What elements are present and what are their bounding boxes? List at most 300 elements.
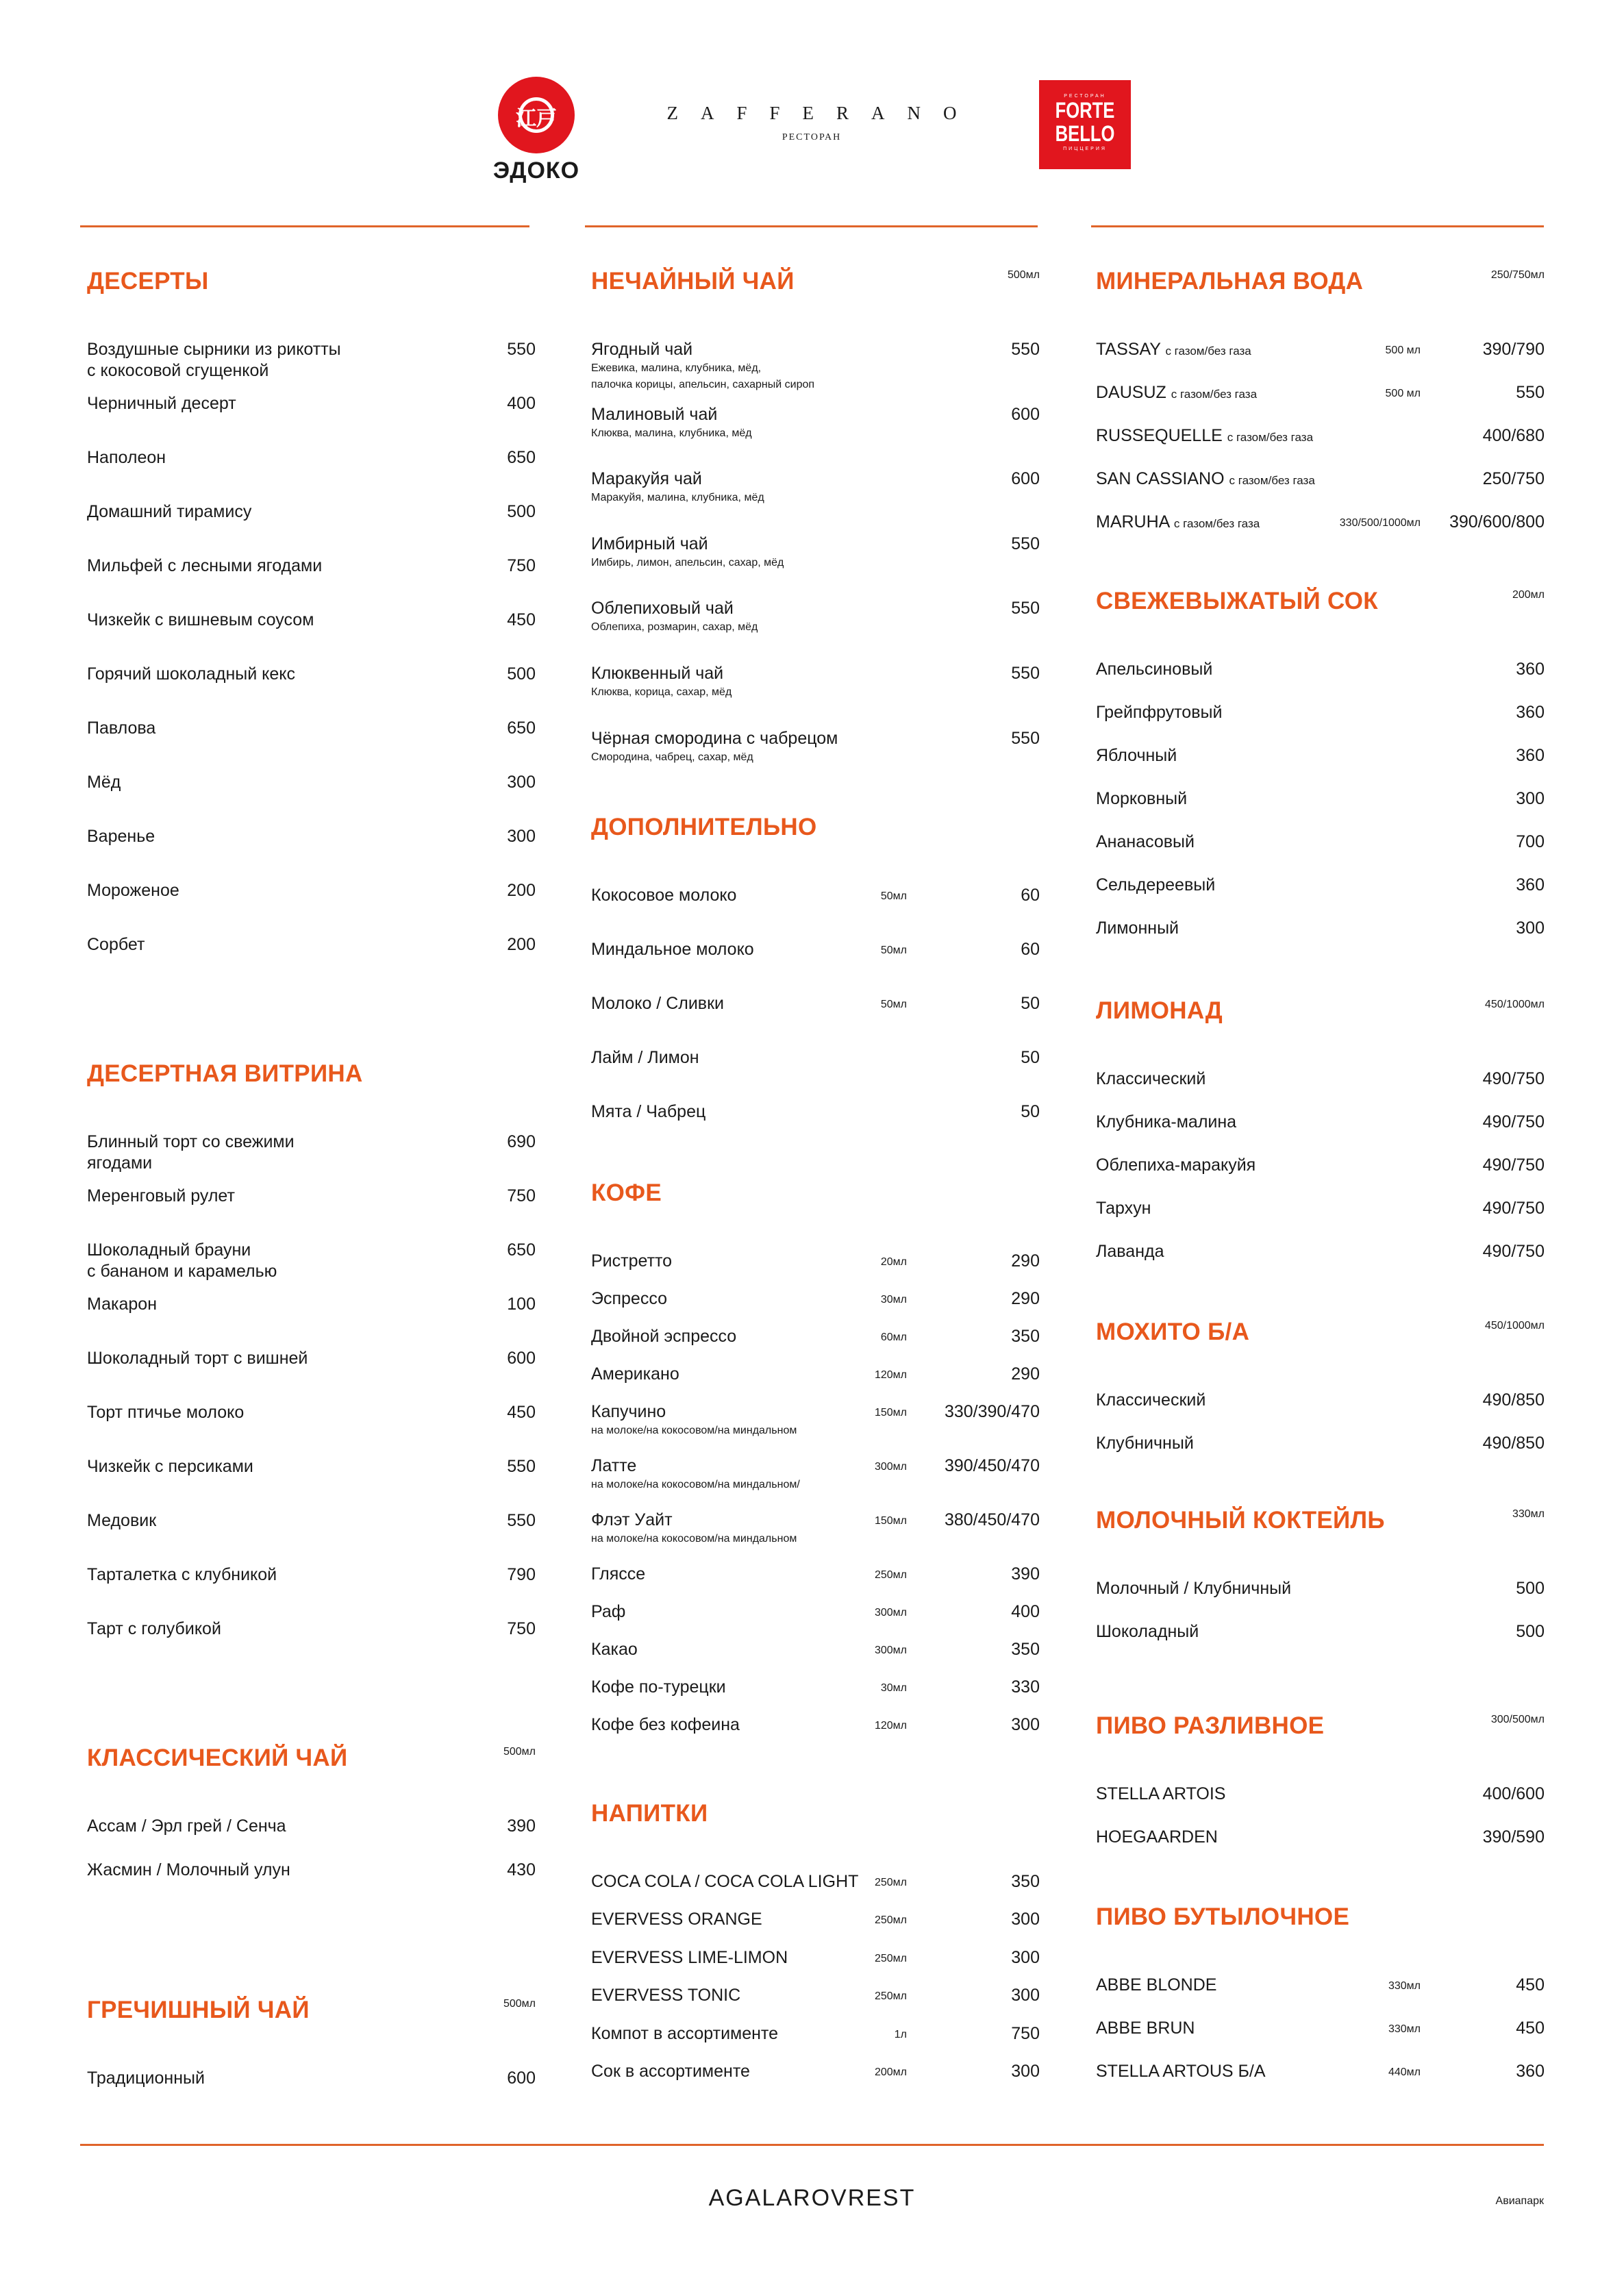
item-name-text: Классический	[1096, 1069, 1206, 1088]
item-price: 750	[507, 1186, 536, 1205]
item-name	[87, 934, 536, 955]
item-name-text: Воздушные сырники из рикотты с кокосовой сгущенкой	[87, 340, 341, 380]
item-name	[591, 534, 1040, 555]
zafferano-logo	[637, 103, 986, 143]
menu-section	[1096, 1711, 1545, 1847]
item-name-text: ABBE BLONDE	[1096, 1975, 1217, 1995]
item-price: 400/600	[1482, 1784, 1545, 1803]
item-price: 600	[507, 2069, 536, 2088]
item-name-text: Меренговый рулет	[87, 1186, 235, 1205]
item-volume: 250мл	[874, 1990, 907, 2003]
item-price: 360	[1516, 660, 1545, 679]
item-name-text: Американо	[591, 1364, 679, 1384]
item-price: 450	[1516, 1975, 1545, 1995]
section-items	[1096, 1390, 1545, 1476]
menu-item	[1096, 875, 1545, 918]
item-price: 350	[1011, 1327, 1040, 1346]
menu-item	[591, 885, 1040, 939]
item-price: 60	[1021, 886, 1040, 905]
item-name	[87, 1510, 536, 1532]
item-name-text: Мята / Чабрец	[591, 1102, 706, 1121]
item-name-text: Домашний тирамису	[87, 502, 252, 521]
item-name-text: Тарталетка с клубникой	[87, 1565, 277, 1584]
item-volume: 50мл	[880, 999, 907, 1010]
item-name-text: Чизкейк с персиками	[87, 1457, 253, 1476]
item-price: 550	[507, 1457, 536, 1476]
menu-item	[1096, 2018, 1545, 2061]
section-items	[87, 1132, 536, 1673]
item-name-text: Традиционный	[87, 2069, 205, 2088]
menu-item	[1096, 1068, 1545, 1112]
item-price: 550	[1011, 728, 1040, 748]
item-description: на молоке/на кокосовом/на миндальном	[591, 1533, 797, 1545]
item-price: 490/750	[1482, 1199, 1545, 1218]
section-title: МОЛОЧНЫЙ КОКТЕЙЛЬ	[1096, 1507, 1385, 1534]
item-price: 300	[1011, 1947, 1040, 1967]
menu-section	[591, 1799, 1040, 2081]
item-name-text: Кофе без кофеина	[591, 1715, 740, 1734]
item-price: 490/750	[1482, 1069, 1545, 1088]
item-volume: 50мл	[880, 890, 907, 902]
item-price: 750	[507, 1619, 536, 1638]
menu-item	[87, 1510, 536, 1564]
item-price: 450	[507, 1403, 536, 1422]
menu-item	[591, 598, 1040, 663]
section-title: ДЕСЕРТНАЯ ВИТРИНА	[87, 1060, 363, 1087]
item-price: 300	[1516, 789, 1545, 808]
menu-item	[1096, 745, 1545, 788]
menu-item	[87, 393, 536, 447]
item-name	[87, 1240, 536, 1282]
item-name-text: Облепиховый чай	[591, 599, 734, 618]
menu-item	[591, 1639, 1040, 1677]
section-items	[1096, 1975, 1545, 2104]
item-name-text: Клубника-малина	[1096, 1112, 1237, 1132]
item-name-text: Тарт с голубикой	[87, 1619, 221, 1638]
item-price: 390/590	[1482, 1827, 1545, 1847]
item-name-text: SAN CASSIANO	[1096, 469, 1225, 488]
item-volume: 120мл	[874, 1369, 907, 1381]
item-price: 650	[507, 718, 536, 738]
menu-item	[1096, 788, 1545, 832]
menu-item	[591, 939, 1040, 993]
menu-item	[87, 555, 536, 610]
item-volume: 120мл	[874, 1720, 907, 1732]
item-name	[591, 468, 1040, 490]
menu-section	[1096, 266, 1545, 532]
menu-item	[87, 1132, 536, 1186]
item-name-suffix: с газом/без газа	[1173, 517, 1260, 530]
item-name-text: Раф	[591, 1602, 626, 1621]
item-name-text: TASSAY	[1096, 340, 1161, 359]
item-name-text: Гляссе	[591, 1564, 646, 1584]
item-name	[1096, 468, 1545, 491]
item-price: 690	[507, 1132, 536, 1151]
item-name	[1096, 1621, 1545, 1642]
item-name-text: Тархун	[1096, 1199, 1151, 1218]
item-name	[87, 1456, 536, 1477]
item-name	[87, 826, 536, 847]
section-title: ПИВО БУТЫЛОЧНОЕ	[1096, 1903, 1350, 1930]
item-price: 700	[1516, 832, 1545, 851]
column-3-top-divider	[1091, 225, 1544, 227]
item-name-text: Маракуйя чай	[591, 469, 702, 489]
footer-location: Авиапарк	[1495, 2195, 1544, 2207]
item-price: 400	[1011, 1602, 1040, 1621]
item-name	[1096, 1068, 1545, 1090]
item-price: 500	[1516, 1622, 1545, 1641]
item-name-text: Медовик	[87, 1511, 157, 1530]
menu-item	[87, 2068, 536, 2122]
edoko-logo-text: ЭДОКО	[492, 158, 580, 184]
menu-item	[591, 1401, 1040, 1455]
menu-item	[87, 1860, 536, 1903]
menu-section	[87, 1743, 536, 1879]
item-price: 550	[1011, 534, 1040, 553]
item-name-text: Яблочный	[1096, 746, 1177, 765]
item-name	[591, 598, 1040, 619]
item-volume: 500 мл	[1385, 345, 1421, 356]
menu-item	[87, 1619, 536, 1673]
item-price: 500	[1516, 1579, 1545, 1598]
item-name	[87, 1402, 536, 1423]
menu-item	[1096, 1975, 1545, 2018]
item-name	[1096, 702, 1545, 723]
menu-section	[87, 1995, 536, 2088]
menu-item	[591, 1714, 1040, 1752]
item-name-text: Латте	[591, 1456, 637, 1475]
item-price: 300	[1516, 918, 1545, 938]
item-name-text: Миндальное молоко	[591, 940, 754, 959]
menu-item	[1096, 1241, 1545, 1284]
section-title: МИНЕРАЛЬНАЯ ВОДА	[1096, 268, 1364, 295]
item-name-text: Апельсиновый	[1096, 660, 1213, 679]
section-volume: 500мл	[503, 1746, 536, 1758]
forte-bello-top: РЕСТОРАН	[1064, 94, 1106, 99]
menu-item	[1096, 1198, 1545, 1241]
item-name-text: Молочный / Клубничный	[1096, 1579, 1292, 1598]
item-name-text: HOEGAARDEN	[1096, 1827, 1218, 1847]
menu-item	[87, 610, 536, 664]
item-name-text: Классический	[1096, 1390, 1206, 1410]
item-name	[1096, 875, 1545, 896]
item-name-text: Ягодный чай	[591, 340, 693, 359]
item-description: Облепиха, розмарин, сахар, мёд	[591, 621, 758, 634]
section-title: НАПИТКИ	[591, 1800, 708, 1827]
item-price: 550	[507, 1511, 536, 1530]
item-volume: 440мл	[1388, 2066, 1421, 2078]
menu-item	[1096, 425, 1545, 468]
item-price: 300	[1011, 2061, 1040, 2081]
item-price: 500	[507, 502, 536, 521]
item-description: на молоке/на кокосовом/на миндальном/	[591, 1479, 800, 1490]
section-items	[591, 1871, 1040, 2099]
section-title: КОФЕ	[591, 1179, 662, 1206]
item-price: 300	[507, 773, 536, 792]
item-description: Смородина, чабрец, сахар, мёд	[591, 751, 753, 763]
item-name-text: Облепиха-маракуйя	[1096, 1155, 1256, 1175]
item-price: 600	[507, 1349, 536, 1368]
item-price: 100	[507, 1295, 536, 1314]
menu-item	[87, 1240, 536, 1294]
menu-item	[1096, 832, 1545, 875]
menu-item	[87, 772, 536, 826]
item-price: 290	[1011, 1289, 1040, 1308]
item-price: 790	[507, 1565, 536, 1584]
section-items	[87, 1816, 536, 1903]
menu-item	[591, 663, 1040, 728]
item-volume: 60мл	[880, 1332, 907, 1343]
item-description: Клюква, малина, клубника, мёд	[591, 427, 752, 439]
item-name-text: Наполеон	[87, 448, 166, 467]
item-name-text: EVERVESS TONIC	[591, 1986, 741, 2005]
item-name-suffix: с газом/без газа	[1229, 474, 1315, 487]
item-name-text: Компот в ассортименте	[591, 2023, 778, 2043]
item-price: 330	[1011, 1677, 1040, 1697]
item-name-text: EVERVESS LIME-LIMON	[591, 1947, 788, 1967]
item-volume: 300мл	[874, 1461, 907, 1473]
item-price: 390/600/800	[1449, 512, 1545, 532]
item-name-text: Лаванда	[1096, 1242, 1164, 1261]
item-name	[1096, 918, 1545, 939]
item-name-text: Варенье	[87, 827, 155, 846]
item-volume: 330мл	[1388, 1980, 1421, 1992]
item-name	[591, 1047, 1040, 1068]
item-name-text: Грейпфрутовый	[1096, 703, 1223, 722]
item-name-text: Шоколадный брауни с бананом и карамелью	[87, 1240, 277, 1281]
menu-item	[591, 2023, 1040, 2061]
item-name	[87, 1619, 536, 1640]
edoko-logo	[492, 77, 581, 184]
section-items	[1096, 339, 1545, 555]
item-description: Ежевика, малина, клубника, мёд, палочка корицы, апельсин, сахарный сироп	[591, 362, 815, 390]
item-name-text: COCA COLA / COCA COLA LIGHT	[591, 1872, 859, 1891]
item-name	[591, 663, 1040, 684]
item-name-suffix: с газом/без газа	[1165, 345, 1251, 358]
forte-bello-bottom: ПИЦЦЕРИЯ	[1063, 147, 1107, 151]
item-price: 490/850	[1482, 1434, 1545, 1453]
item-price: 290	[1011, 1251, 1040, 1271]
item-name	[1096, 1155, 1545, 1176]
section-items	[1096, 1578, 1545, 1664]
item-price: 50	[1021, 1102, 1040, 1121]
edoko-mark-text: 江戸	[516, 108, 557, 130]
item-name	[1096, 1198, 1545, 1219]
item-name	[87, 393, 536, 414]
menu-item	[591, 1364, 1040, 1401]
item-price: 60	[1021, 940, 1040, 959]
menu-item	[591, 1985, 1040, 2023]
item-price: 350	[1011, 1872, 1040, 1891]
item-name	[591, 728, 1040, 749]
menu-section	[87, 266, 536, 954]
item-volume: 300мл	[874, 1645, 907, 1656]
menu-item	[591, 1564, 1040, 1601]
section-items	[591, 885, 1040, 1155]
item-name-text: RUSSEQUELLE	[1096, 426, 1223, 445]
item-name-text: Какао	[591, 1640, 638, 1659]
item-name-text: Капучино	[591, 1402, 666, 1421]
item-price: 360	[1516, 875, 1545, 895]
menu-section	[591, 1178, 1040, 1734]
section-title: НЕЧАЙНЫЙ ЧАЙ	[591, 268, 795, 295]
menu-item	[1096, 918, 1545, 961]
section-items	[87, 2068, 536, 2122]
item-price: 490/750	[1482, 1112, 1545, 1132]
item-price: 550	[1011, 599, 1040, 618]
section-volume: 450/1000мл	[1484, 1320, 1545, 1332]
menu-item	[87, 1456, 536, 1510]
zafferano-subtitle: РЕСТОРАН	[782, 132, 842, 142]
section-title: МОХИТО Б/А	[1096, 1319, 1250, 1345]
item-name-text: Лайм / Лимон	[591, 1048, 699, 1067]
item-volume: 330/500/1000мл	[1339, 517, 1421, 529]
item-price: 450	[1516, 2019, 1545, 2038]
item-name	[87, 339, 536, 382]
item-name	[87, 1294, 536, 1315]
menu-item	[87, 1564, 536, 1619]
item-name-text: MARUHA	[1096, 512, 1169, 532]
item-price: 750	[507, 556, 536, 575]
section-volume: 300/500мл	[1490, 1714, 1545, 1725]
item-name-text: Мильфей с лесными ягодами	[87, 556, 323, 575]
column-1-top-divider	[80, 225, 529, 227]
item-name-text: Сельдереевый	[1096, 875, 1216, 895]
item-name-text: Кокосовое молоко	[591, 886, 737, 905]
menu-item	[591, 993, 1040, 1047]
section-items	[591, 339, 1040, 792]
menu-item	[87, 664, 536, 718]
menu-section	[1096, 586, 1545, 938]
item-price: 290	[1011, 1364, 1040, 1384]
item-name-text: Имбирный чай	[591, 534, 708, 553]
item-price: 490/850	[1482, 1390, 1545, 1410]
item-volume: 30мл	[880, 1682, 907, 1694]
section-title: СВЕЖЕВЫЖАТЫЙ СОК	[1096, 588, 1378, 614]
item-name-text: Двойной эспрессо	[591, 1327, 737, 1346]
column-2-top-divider	[585, 225, 1038, 227]
item-price: 430	[507, 1860, 536, 1879]
item-name-text: Кофе по-турецки	[591, 1677, 726, 1697]
item-price: 50	[1021, 1048, 1040, 1067]
menu-item	[87, 1186, 536, 1240]
item-name	[591, 1101, 1040, 1123]
menu-item	[1096, 659, 1545, 702]
item-name	[87, 447, 536, 468]
item-name-text: Клюквенный чай	[591, 663, 724, 683]
section-volume: 450/1000мл	[1484, 999, 1545, 1010]
item-price: 600	[1011, 469, 1040, 489]
menu-item	[87, 718, 536, 772]
menu-item	[1096, 512, 1545, 555]
item-price: 550	[1011, 663, 1040, 683]
section-title: ДОПОЛНИТЕЛЬНО	[591, 814, 817, 840]
item-price: 350	[1011, 1640, 1040, 1659]
menu-item	[591, 468, 1040, 534]
item-name-text: Малиновый чай	[591, 404, 718, 424]
menu-item	[1096, 382, 1545, 425]
menu-item	[591, 1909, 1040, 1947]
menu-item	[591, 1326, 1040, 1364]
item-description: Имбирь, лимон, апельсин, сахар, мёд	[591, 556, 784, 568]
item-name	[87, 718, 536, 739]
section-title: ГРЕЧИШНЫЙ ЧАЙ	[87, 1997, 310, 2023]
item-price: 650	[507, 448, 536, 467]
item-name	[1096, 1112, 1545, 1133]
menu-section	[591, 266, 1040, 763]
menu-item	[87, 826, 536, 880]
menu-item	[591, 404, 1040, 469]
item-name-text: Эспрессо	[591, 1289, 667, 1308]
item-price: 600	[1011, 404, 1040, 424]
menu-item	[1096, 702, 1545, 745]
item-name	[1096, 1827, 1545, 1848]
item-name-text: Жасмин / Молочный улун	[87, 1860, 290, 1879]
menu-item	[87, 1816, 536, 1860]
item-name-text: Шоколадный торт с вишней	[87, 1349, 308, 1368]
item-description: на молоке/на кокосовом/на миндальном	[591, 1425, 797, 1436]
item-name-text: Ристретто	[591, 1251, 673, 1271]
item-name-text: Павлова	[87, 718, 156, 738]
menu-item	[1096, 1433, 1545, 1476]
item-volume: 300мл	[874, 1607, 907, 1619]
menu-item	[1096, 1155, 1545, 1198]
item-volume: 150мл	[874, 1407, 907, 1419]
item-price: 390	[507, 1816, 536, 1836]
item-name	[1096, 1578, 1545, 1599]
item-price: 360	[1516, 703, 1545, 722]
section-volume: 250/750мл	[1490, 269, 1545, 281]
item-volume: 30мл	[880, 1294, 907, 1305]
item-price: 500	[507, 664, 536, 684]
menu-item	[1096, 1784, 1545, 1827]
item-name	[87, 664, 536, 685]
item-price: 390/790	[1482, 340, 1545, 359]
section-title: ПИВО РАЗЛИВНОЕ	[1096, 1712, 1325, 1739]
item-price: 490/750	[1482, 1155, 1545, 1175]
item-name-text: Горячий шоколадный кекс	[87, 664, 295, 684]
menu-item	[591, 534, 1040, 599]
item-volume: 330мл	[1388, 2023, 1421, 2035]
item-name	[87, 555, 536, 577]
section-items	[1096, 1068, 1545, 1284]
menu-item	[87, 1348, 536, 1402]
menu-item	[591, 1947, 1040, 1985]
item-name-text: Клубничный	[1096, 1434, 1194, 1453]
item-price: 330/390/470	[944, 1402, 1040, 1421]
menu-item	[591, 1251, 1040, 1288]
item-name-text: Флэт Уайт	[591, 1510, 673, 1529]
menu-item	[87, 1294, 536, 1348]
item-description: Маракуйя, малина, клубника, мёд	[591, 492, 764, 504]
menu-item	[591, 2061, 1040, 2099]
menu-item	[1096, 468, 1545, 512]
item-volume: 20мл	[880, 1256, 907, 1268]
item-price: 650	[507, 1240, 536, 1260]
section-volume: 500мл	[503, 1998, 536, 2010]
item-name-text: Морковный	[1096, 789, 1188, 808]
section-items	[591, 1251, 1040, 1752]
item-volume: 150мл	[874, 1515, 907, 1527]
section-title: ЛИМОНАД	[1096, 997, 1223, 1024]
item-name-text: ABBE BRUN	[1096, 2019, 1195, 2038]
item-name	[1096, 1433, 1545, 1454]
menu-item	[1096, 1112, 1545, 1155]
menu-item	[1096, 1390, 1545, 1433]
menu-item	[1096, 1578, 1545, 1621]
section-volume: 200мл	[1512, 589, 1545, 601]
item-name-text: Сорбет	[87, 935, 145, 954]
